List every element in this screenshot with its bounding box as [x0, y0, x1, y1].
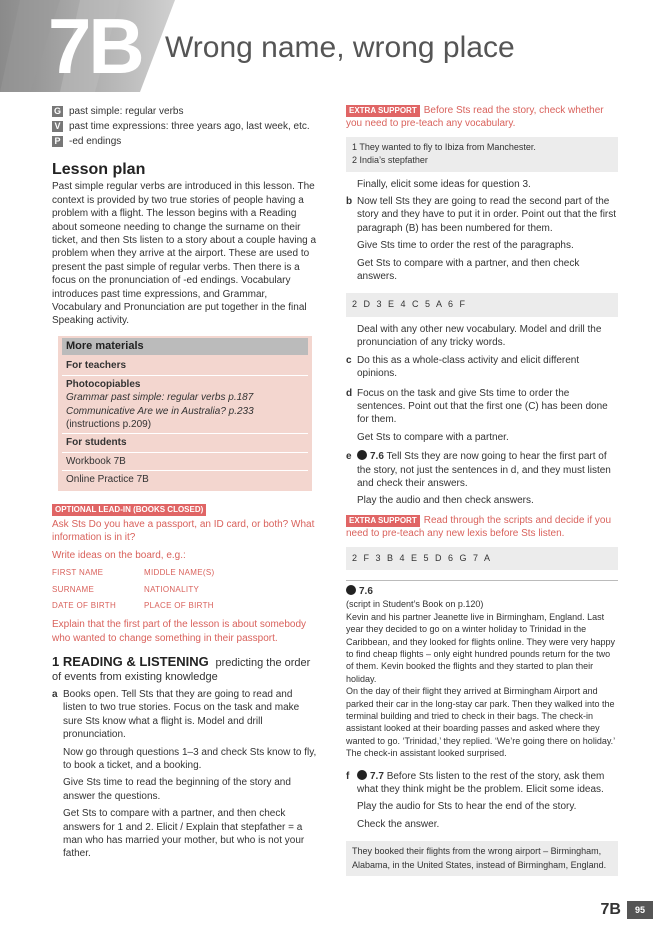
step-label: a	[52, 689, 58, 700]
step-a-text-4: Get Sts to compare with a partner, and then check answers for 1 and 2. Elicit / Explain that stepfather = a man who has married your mother, but who is not your father.	[63, 808, 305, 860]
lead-in-explain: Explain that the first part of the lesson is about somebody who wanted to change something in their passport.	[52, 619, 307, 644]
board-word: SURNAME	[52, 584, 95, 594]
step-b-text-2: Give Sts time to order the rest of the paragraphs.	[357, 240, 574, 252]
extra-support-text: Read through the scripts and decide if you need to pre-teach any new lexis before Sts listen.	[346, 514, 612, 540]
step-d-text-1: Focus on the task and give Sts time to order the sentences. Point out that the first one (C) has been done for them.	[357, 387, 608, 426]
gvp-vocabulary	[52, 119, 318, 134]
answer-box-3: 2 F 3 B 4 E 5 D 6 G 7 A	[346, 547, 618, 570]
gvp-text: past time expressions: three years ago, last week, etc.	[69, 120, 310, 132]
extra-support-tag: EXTRA SUPPORT	[346, 105, 420, 117]
script-track: 7.6	[359, 585, 373, 597]
step-a	[52, 688, 318, 865]
board-word: NATIONALITY	[144, 584, 200, 594]
audio-script	[346, 580, 618, 760]
board-word: FIRST NAME	[52, 568, 104, 578]
board-word: MIDDLE NAME(S)	[144, 568, 215, 578]
step-label: c	[346, 354, 352, 366]
step-f-instruction: Before Sts listen to the rest of the story, ask them what they think might be the problem. Elicit some ideas.	[357, 770, 605, 796]
script-paragraph-1: Kevin and his partner Jeanette live in Birmingham, England. Last year they decided to go on a winter holiday to Trinidad in the Caribbean, and they looked for flights online. They were very happy to find cheap flights – only eight hundred pounds return for the two of them. Kevin booked the flights and they started to plan their holiday.	[346, 611, 615, 684]
step-d	[346, 387, 618, 449]
page-footer	[601, 901, 653, 919]
instructions-ref: (instructions p.209)	[66, 418, 152, 430]
answer-box-2: 2 D 3 E 4 C 5 A 6 F	[346, 293, 618, 316]
extra-support-tag: EXTRA SUPPORT	[346, 515, 420, 527]
lead-in-write: Write ideas on the board, e.g.:	[52, 549, 186, 561]
footer-lesson-code: 7B	[600, 901, 621, 918]
online-practice: Online Practice 7B	[66, 474, 149, 486]
audio-track: 7.7	[370, 770, 384, 782]
script-heading	[346, 585, 618, 598]
gvp-pronunciation	[52, 134, 318, 149]
board-word: DATE OF BIRTH	[52, 600, 117, 610]
lead-in-ask: Ask Sts Do you have a passport, an ID card, or both? What information is in it?	[52, 518, 315, 544]
more-materials-box	[58, 336, 312, 491]
lesson-plan-title: Lesson plan	[52, 161, 146, 178]
step-a-text-3: Give Sts time to read the beginning of the story and answer the questions.	[63, 777, 291, 802]
answer-line: 2 India’s stepfather	[352, 155, 428, 166]
header-banner	[0, 0, 665, 92]
step-label: b	[346, 196, 353, 208]
section-subtitle: predicting the order of events from existing knowledge	[52, 657, 311, 683]
step-e	[346, 450, 618, 512]
step-b-text-1: Now tell Sts they are going to read the second part of the story and they have to put it in order. Point out that the first paragraph (B) has been numbered for them.	[357, 196, 617, 234]
step-c	[346, 354, 618, 385]
audio-track: 7.6	[370, 451, 384, 463]
gvp-text: past simple: regular verbs	[69, 105, 184, 117]
script-paragraph-2: On the day of their flight they arrived at Birmingham Airport and parked their car in the long-stay car park. Then they walked into the terminal building and tried to check in their bags. The check-in assistant looked at their boarding passes and asked where they wanted to go. ‘Trinidad,’ they replied. ‘We’re going there on holiday.’ The check-in assistant looked surprised.	[346, 686, 615, 759]
board-words	[52, 566, 318, 612]
step-f-text-1	[357, 770, 618, 797]
lesson-code: 7B	[48, 2, 142, 90]
gvp-text: -ed endings	[69, 135, 122, 147]
answer-box-1	[346, 137, 618, 172]
lead-in	[52, 503, 318, 646]
left-column	[52, 104, 318, 867]
audio-icon	[346, 585, 356, 595]
materials-head: More materials	[62, 338, 308, 355]
lesson-title: Wrong name, wrong place	[165, 31, 515, 64]
step-f-text-3: Check the answer.	[357, 818, 440, 830]
right-column	[346, 104, 618, 882]
gvp-list	[52, 104, 318, 149]
section-title: 1 READING & LISTENING	[52, 654, 209, 670]
lesson-plan-intro: Past simple regular verbs are introduced in this lesson. The context is provided by two true stories of people having a problem with a flight. The lesson begins with a Reading about someone needing to change the surname on their ticket, and then Sts listen to a story about a couple having a problem when they arrive at the airport. These are used to present the past simple of regular verbs. Then there is a focus on the pronunciation of -ed endings. Vocabulary introduces past time expressions, and Grammar, Vocabulary and Pronunciation are put together in the final Speaking activity.	[52, 181, 317, 327]
grammar-badge: G	[53, 106, 61, 116]
extra-support-text: Before Sts read the story, check whether you need to pre-teach any vocabulary.	[346, 105, 604, 130]
vocabulary-badge: V	[52, 121, 63, 132]
audio-icon	[357, 450, 367, 460]
audio-icon	[357, 770, 367, 780]
step-d-text-2: Get Sts to compare with a partner.	[357, 431, 509, 443]
step-a-text-2: Now go through questions 1–3 and check Sts know to fly, to book a ticket, and a booking.	[63, 746, 317, 772]
step-label: d	[346, 387, 353, 399]
for-teachers: For teachers	[62, 357, 308, 375]
for-students: For students	[62, 434, 308, 452]
script-note: (script in Student’s Book on p.120)	[346, 599, 484, 610]
finally-text: Finally, elicit some ideas for question 3.	[357, 178, 531, 190]
step-b-text-3: Get Sts to compare with a partner, and then check answers.	[357, 257, 580, 283]
step-e-instruction: Tell Sts they are now going to hear the first part of the story, not just the sentences in d, and they must listen and check their answers.	[357, 451, 611, 489]
step-b	[346, 195, 618, 287]
lead-in-tag: OPTIONAL LEAD-IN (BOOKS CLOSED)	[52, 504, 206, 516]
grammar-photocopiable: Grammar past simple: regular verbs p.187	[66, 392, 254, 404]
step-label: e	[346, 451, 352, 463]
extra-support-1	[346, 104, 618, 131]
pronunciation-badge: P	[52, 136, 63, 147]
workbook: Workbook 7B	[62, 453, 308, 471]
step-f	[346, 770, 618, 836]
step-a-text-1: Books open. Tell Sts that they are going to read and listen to two true stories. Focus on the task and make sure Sts know what a flight is. Model and drill pronunciation.	[63, 689, 300, 741]
gvp-grammar	[52, 104, 318, 119]
answer-line: 1 They wanted to fly to Ibiza from Manchester.	[352, 141, 536, 152]
section-reading-listening	[52, 655, 318, 865]
communicative-photocopiable: Communicative Are we in Australia? p.233	[66, 405, 254, 417]
step-c-text: Do this as a whole-class activity and elicit different opinions.	[357, 354, 580, 380]
extra-support-2	[346, 514, 618, 541]
page-number: 95	[627, 901, 653, 919]
step-e-text-2: Play the audio and then check answers.	[357, 495, 534, 507]
photocopiables-block	[62, 376, 308, 435]
step-e-text-1	[357, 450, 618, 490]
answer-box-4: They booked their flights from the wrong airport – Birmingham, Alabama, in the United States, instead of Birmingham, England.	[346, 841, 618, 876]
photocopiables-label: Photocopiables	[66, 378, 141, 390]
step-label: f	[346, 770, 350, 782]
step-f-text-2: Play the audio for Sts to hear the end of the story.	[357, 801, 577, 813]
deal-text: Deal with any other new vocabulary. Model and drill the pronunciation of any tricky words.	[357, 323, 602, 349]
board-word: PLACE OF BIRTH	[144, 600, 214, 610]
